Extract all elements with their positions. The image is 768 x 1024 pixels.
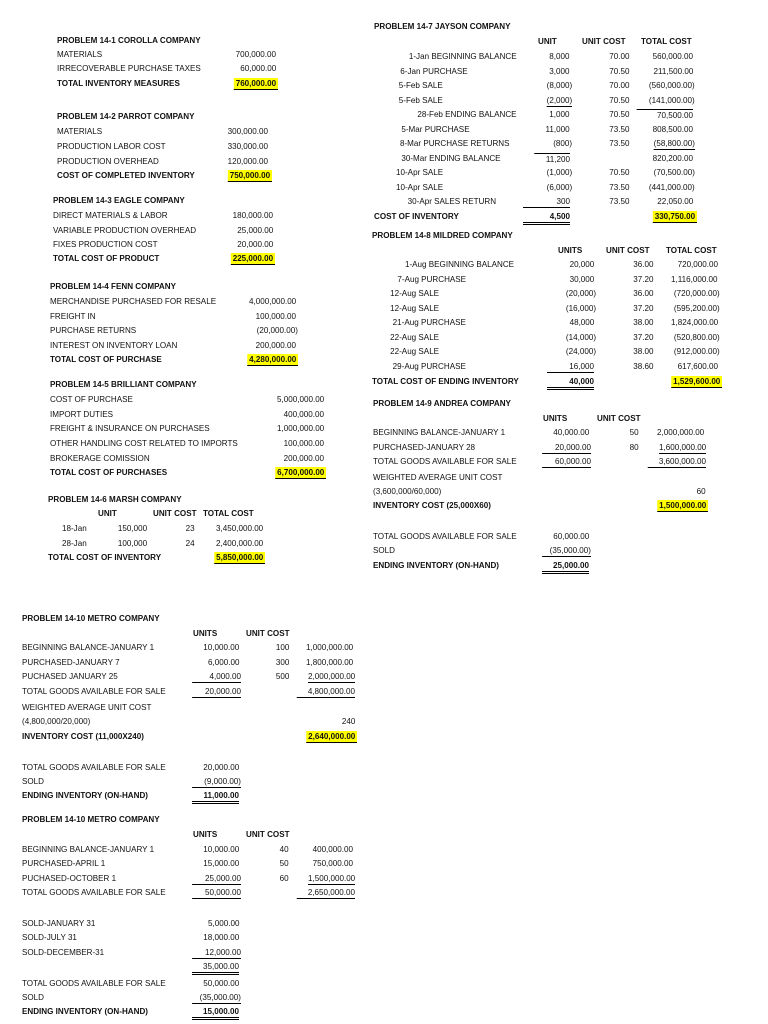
total-label: TOTAL COST OF INVENTORY bbox=[48, 552, 162, 562]
row-label: SOLD bbox=[373, 545, 396, 555]
row-label: PRODUCTION OVERHEAD bbox=[57, 156, 159, 166]
row-cost: 40 bbox=[280, 844, 289, 854]
row-unit: 48,000 bbox=[569, 317, 594, 327]
row-label: 6-Jan PURCHASE bbox=[400, 66, 468, 76]
row-label: 10-Apr SALE bbox=[395, 167, 443, 177]
row-unit: (2,000) bbox=[546, 95, 572, 105]
row-label: MERCHANDISE PURCHASED FOR RESALE bbox=[50, 296, 217, 306]
row-label: BEGINNING BALANCE-JANUARY 1 bbox=[22, 844, 155, 854]
row-unit: (24,000) bbox=[565, 346, 596, 356]
inventory-cost-value: 1,500,000.00 bbox=[658, 500, 707, 510]
row-unit: (14,000) bbox=[565, 332, 596, 342]
row-label: TOTAL GOODS AVAILABLE FOR SALE bbox=[22, 762, 166, 772]
total-value: 1,529,600.00 bbox=[672, 376, 721, 386]
total-label: COST OF COMPLETED INVENTORY bbox=[57, 170, 195, 180]
row-value: 18,000.00 bbox=[203, 932, 239, 942]
row-label: PURCHASED-JANUARY 7 bbox=[22, 657, 120, 667]
row-unit: 4,000.00 bbox=[192, 671, 241, 683]
total-units: 40,000 bbox=[547, 376, 594, 390]
row-value: 5,000.00 bbox=[207, 918, 239, 928]
row-total: (720,000.00) bbox=[674, 288, 720, 298]
row-label: 22-Aug SALE bbox=[390, 346, 439, 356]
row-unit: 16,000 bbox=[547, 361, 594, 373]
row-value: 200,000.00 bbox=[255, 340, 296, 350]
row-value: (35,000.00) bbox=[542, 545, 591, 557]
row-label: COST OF PURCHASE bbox=[50, 394, 133, 404]
column-header: UNIT bbox=[538, 36, 557, 46]
row-total: 2,400,000.00 bbox=[215, 538, 263, 548]
row-label: FIXES PRODUCTION COST bbox=[53, 239, 158, 249]
total-units: 4,500 bbox=[523, 211, 570, 225]
row-value: (9,000.00) bbox=[192, 776, 241, 788]
column-header: TOTAL COST bbox=[666, 245, 717, 255]
row-label: TOTAL GOODS AVAILABLE FOR SALE bbox=[22, 978, 166, 988]
row-total: 808,500.00 bbox=[652, 124, 693, 134]
row-label: 5-Mar PURCHASE bbox=[401, 124, 470, 134]
column-header: UNIT COST bbox=[597, 413, 641, 423]
row-total: 22,050.00 bbox=[657, 196, 693, 206]
row-cost: 300 bbox=[275, 657, 289, 667]
row-total: 70,500.00 bbox=[637, 109, 693, 121]
row-total: 2,000,000.00 bbox=[307, 671, 355, 681]
row-label: TOTAL GOODS AVAILABLE FOR SALE bbox=[373, 531, 517, 541]
row-unit: (6,000) bbox=[546, 182, 572, 192]
row-label: 28-Feb ENDING BALANCE bbox=[417, 109, 517, 119]
row-cost: 38.60 bbox=[633, 361, 654, 371]
row-cost: 60 bbox=[280, 873, 289, 883]
row-cost: 70.50 bbox=[609, 66, 630, 76]
problem-title: PROBLEM 14-4 FENN COMPANY bbox=[50, 281, 176, 291]
row-label: PUCHASED-OCTOBER 1 bbox=[22, 873, 117, 883]
row-label: 5-Feb SALE bbox=[398, 95, 443, 105]
wa-value: 60 bbox=[697, 486, 706, 496]
row-label: FREIGHT & INSURANCE ON PURCHASES bbox=[50, 423, 210, 433]
problem-title: PROBLEM 14-2 PARROT COMPANY bbox=[57, 111, 195, 121]
row-label: 8-Mar PURCHASE RETURNS bbox=[400, 138, 510, 148]
ending-inventory-label: ENDING INVENTORY (ON-HAND) bbox=[22, 1006, 148, 1016]
row-cost: 73.50 bbox=[609, 124, 630, 134]
row-label: BEGINNING BALANCE-JANUARY 1 bbox=[22, 642, 155, 652]
row-label: PUCHASED JANUARY 25 bbox=[22, 671, 118, 681]
inventory-cost-label: INVENTORY COST (11,000X240) bbox=[22, 731, 144, 741]
row-label: 21-Aug PURCHASE bbox=[392, 317, 466, 327]
row-total: 1,500,000.00 bbox=[307, 873, 355, 883]
column-header: TOTAL COST bbox=[641, 36, 692, 46]
row-unit: 20,000.00 bbox=[192, 686, 241, 698]
row-value: 20,000.00 bbox=[203, 762, 239, 772]
row-value: 700,000.00 bbox=[235, 49, 276, 59]
problem-title: PROBLEM 14-3 EAGLE COMPANY bbox=[53, 195, 185, 205]
row-total: 3,450,000.00 bbox=[215, 523, 263, 533]
row-total: 2,000,000.00 bbox=[656, 427, 704, 437]
total-value: 225,000.00 bbox=[232, 253, 274, 263]
row-label: SOLD bbox=[22, 776, 45, 786]
row-label: TOTAL GOODS AVAILABLE FOR SALE bbox=[22, 887, 166, 897]
row-unit: (20,000) bbox=[565, 288, 596, 298]
row-cost: 73.50 bbox=[609, 182, 630, 192]
row-unit: 25,000.00 bbox=[192, 873, 241, 885]
row-label: TOTAL GOODS AVAILABLE FOR SALE bbox=[373, 456, 517, 466]
row-value: 4,000,000.00 bbox=[248, 296, 296, 306]
row-cost: 500 bbox=[275, 671, 289, 681]
row-cost: 38.00 bbox=[633, 317, 654, 327]
row-value: 25,000.00 bbox=[237, 225, 273, 235]
row-label: 1-Aug BEGINNING BALANCE bbox=[404, 259, 514, 269]
row-unit: (1,000) bbox=[546, 167, 572, 177]
row-value: 50,000.00 bbox=[203, 978, 239, 988]
row-unit: 60,000.00 bbox=[542, 456, 591, 468]
row-total: (560,000.00) bbox=[649, 80, 695, 90]
row-label: PURCHASED-APRIL 1 bbox=[22, 858, 106, 868]
column-header: UNIT COST bbox=[606, 245, 650, 255]
row-unit: 150,000 bbox=[117, 523, 147, 533]
row-label: TOTAL GOODS AVAILABLE FOR SALE bbox=[22, 686, 166, 696]
total-value: 6,700,000.00 bbox=[276, 467, 325, 477]
row-total: (595,200.00) bbox=[674, 303, 720, 313]
column-header: UNIT COST bbox=[582, 36, 626, 46]
sold-total: 35,000.00 bbox=[192, 961, 239, 975]
total-label: TOTAL COST OF PURCHASE bbox=[50, 354, 162, 364]
row-cost: 23 bbox=[186, 523, 195, 533]
row-value: 60,000.00 bbox=[553, 531, 589, 541]
row-cost: 100 bbox=[275, 642, 289, 652]
row-label: PURCHASED-JANUARY 28 bbox=[373, 442, 476, 452]
row-value: 20,000.00 bbox=[237, 239, 273, 249]
row-cost: 38.00 bbox=[633, 346, 654, 356]
row-cost: 70.50 bbox=[609, 167, 630, 177]
row-label: PRODUCTION LABOR COST bbox=[57, 141, 166, 151]
problem-title: PROBLEM 14-7 JAYSON COMPANY bbox=[374, 21, 511, 31]
row-total: 1,600,000.00 bbox=[658, 442, 706, 452]
row-unit: (8,000) bbox=[546, 80, 572, 90]
wa-formula: (3,600,000/60,000) bbox=[373, 486, 442, 496]
row-value: 60,000.00 bbox=[240, 63, 276, 73]
row-value: 180,000.00 bbox=[232, 210, 273, 220]
row-label: DIRECT MATERIALS & LABOR bbox=[53, 210, 168, 220]
row-label: BROKERAGE COMISSION bbox=[50, 453, 150, 463]
row-value: 400,000.00 bbox=[283, 409, 324, 419]
row-label: 1-Jan BEGINNING BALANCE bbox=[409, 51, 517, 61]
row-unit: 30,000 bbox=[569, 274, 594, 284]
row-cost: 70.00 bbox=[609, 51, 630, 61]
column-header: UNIT COST bbox=[153, 508, 197, 518]
row-value: (35,000.00) bbox=[192, 992, 241, 1004]
row-unit: (800) bbox=[553, 138, 572, 148]
total-label: COST OF INVENTORY bbox=[374, 211, 459, 221]
row-total: 211,500.00 bbox=[653, 66, 693, 76]
row-label: OTHER HANDLING COST RELATED TO IMPORTS bbox=[50, 438, 238, 448]
row-total: 560,000.00 bbox=[652, 51, 693, 61]
total-value: 750,000.00 bbox=[229, 170, 271, 180]
row-label: BEGINNING BALANCE-JANUARY 1 bbox=[373, 427, 506, 437]
row-unit: 15,000.00 bbox=[203, 858, 239, 868]
row-unit: 11,200 bbox=[534, 153, 570, 165]
row-unit: 1,000 bbox=[549, 109, 570, 119]
row-label: FREIGHT IN bbox=[50, 311, 96, 321]
row-label: 29-Aug PURCHASE bbox=[392, 361, 466, 371]
row-label: SOLD-JANUARY 31 bbox=[22, 918, 96, 928]
row-unit: 50,000.00 bbox=[192, 887, 241, 899]
row-total: 820,200.00 bbox=[652, 153, 693, 163]
total-label: TOTAL COST OF ENDING INVENTORY bbox=[372, 376, 519, 386]
column-header: UNITS bbox=[193, 628, 218, 638]
row-label: 12-Aug SALE bbox=[390, 303, 439, 313]
wa-label: WEIGHTED AVERAGE UNIT COST bbox=[373, 472, 503, 482]
row-label: IRRECOVERABLE PURCHASE TAXES bbox=[57, 63, 201, 73]
row-total: (441,000.00) bbox=[649, 182, 695, 192]
row-label: SOLD-JULY 31 bbox=[22, 932, 77, 942]
row-label: MATERIALS bbox=[57, 49, 103, 59]
total-value: 4,280,000.00 bbox=[248, 354, 297, 364]
row-total: 3,600,000.00 bbox=[648, 456, 706, 468]
row-total: 1,824,000.00 bbox=[670, 317, 718, 327]
row-date: 18-Jan bbox=[62, 523, 87, 533]
row-cost: 37.20 bbox=[633, 274, 654, 284]
row-cost: 36.00 bbox=[633, 288, 654, 298]
problem-title: PROBLEM 14-9 ANDREA COMPANY bbox=[373, 398, 511, 408]
row-total: (58,800.00) bbox=[653, 138, 695, 148]
total-label: TOTAL COST OF PURCHASES bbox=[50, 467, 168, 477]
row-cost: 37.20 bbox=[633, 303, 654, 313]
problem-title: PROBLEM 14-5 BRILLIANT COMPANY bbox=[50, 379, 197, 389]
column-header: UNIT COST bbox=[246, 829, 290, 839]
row-value: 200,000.00 bbox=[283, 453, 324, 463]
row-unit: (16,000) bbox=[565, 303, 596, 313]
inventory-cost-label: INVENTORY COST (25,000X60) bbox=[373, 500, 491, 510]
column-header: UNIT COST bbox=[246, 628, 290, 638]
row-label: 12-Aug SALE bbox=[390, 288, 439, 298]
row-value: 100,000.00 bbox=[255, 311, 296, 321]
row-total: 750,000.00 bbox=[312, 858, 353, 868]
row-label: MATERIALS bbox=[57, 126, 103, 136]
row-label: 30-Apr SALES RETURN bbox=[407, 196, 496, 206]
column-header: UNIT bbox=[98, 508, 117, 518]
row-total: (912,000.00) bbox=[674, 346, 720, 356]
row-value: 1,000,000.00 bbox=[276, 423, 324, 433]
row-label: SOLD bbox=[22, 992, 45, 1002]
problem-title: PROBLEM 14-6 MARSH COMPANY bbox=[48, 494, 182, 504]
row-unit: 20,000.00 bbox=[542, 442, 591, 454]
row-label: SOLD-DECEMBER-31 bbox=[22, 947, 105, 957]
row-label: IMPORT DUTIES bbox=[50, 409, 113, 419]
row-unit: 11,000 bbox=[545, 124, 570, 134]
row-label: 5-Feb SALE bbox=[398, 80, 443, 90]
row-cost: 70.50 bbox=[609, 95, 630, 105]
total-value: 5,850,000.00 bbox=[215, 552, 264, 562]
row-cost: 36.00 bbox=[633, 259, 654, 269]
row-value: 330,000.00 bbox=[227, 141, 268, 151]
row-cost: 80 bbox=[630, 442, 639, 452]
row-unit: 100,000 bbox=[117, 538, 147, 548]
row-total: 1,116,000.00 bbox=[671, 274, 718, 284]
row-label: PURCHASE RETURNS bbox=[50, 325, 137, 335]
row-total: 1,000,000.00 bbox=[305, 642, 353, 652]
row-value: 300,000.00 bbox=[227, 126, 268, 136]
ending-inventory-value: 11,000.00 bbox=[192, 790, 239, 804]
row-label: VARIABLE PRODUCTION OVERHEAD bbox=[53, 225, 197, 235]
total-value: 760,000.00 bbox=[235, 78, 277, 88]
row-cost: 50 bbox=[280, 858, 289, 868]
wa-value: 240 bbox=[341, 716, 355, 726]
row-total: 1,800,000.00 bbox=[305, 657, 353, 667]
row-total: 2,650,000.00 bbox=[297, 887, 355, 899]
row-value: 120,000.00 bbox=[227, 156, 268, 166]
row-label: INTEREST ON INVENTORY LOAN bbox=[50, 340, 178, 350]
row-total: 617,600.00 bbox=[677, 361, 718, 371]
row-cost: 73.50 bbox=[609, 196, 630, 206]
row-unit: 300 bbox=[523, 196, 570, 208]
row-cost: 70.50 bbox=[609, 109, 630, 119]
wa-label: WEIGHTED AVERAGE UNIT COST bbox=[22, 702, 152, 712]
ending-inventory-label: ENDING INVENTORY (ON-HAND) bbox=[373, 560, 499, 570]
row-unit: 40,000.00 bbox=[553, 427, 589, 437]
row-unit: 3,000 bbox=[549, 66, 570, 76]
row-value: (20,000.00) bbox=[256, 325, 298, 335]
problem-title: PROBLEM 14-10 METRO COMPANY bbox=[22, 613, 160, 623]
row-cost: 37.20 bbox=[633, 332, 654, 342]
total-label: TOTAL COST OF PRODUCT bbox=[53, 253, 160, 263]
problem-title: PROBLEM 14-8 MILDRED COMPANY bbox=[372, 230, 513, 240]
column-header: UNITS bbox=[193, 829, 218, 839]
row-total: 4,800,000.00 bbox=[297, 686, 355, 698]
row-total: (70,500.00) bbox=[653, 167, 695, 177]
row-unit: 6,000.00 bbox=[207, 657, 239, 667]
column-header: UNITS bbox=[558, 245, 583, 255]
row-unit: 10,000.00 bbox=[203, 844, 239, 854]
row-unit: 8,000 bbox=[549, 51, 570, 61]
row-label: 22-Aug SALE bbox=[390, 332, 439, 342]
row-total: (141,000.00) bbox=[649, 95, 695, 105]
total-label: TOTAL INVENTORY MEASURES bbox=[57, 78, 180, 88]
ending-inventory-label: ENDING INVENTORY (ON-HAND) bbox=[22, 790, 148, 800]
column-header: TOTAL COST bbox=[203, 508, 254, 518]
row-value: 12,000.00 bbox=[192, 947, 241, 959]
problem-title: PROBLEM 14-1 COROLLA COMPANY bbox=[57, 35, 201, 45]
row-total: 720,000.00 bbox=[677, 259, 718, 269]
row-unit: 10,000.00 bbox=[203, 642, 239, 652]
ending-inventory-value: 25,000.00 bbox=[542, 560, 589, 574]
row-label: 7-Aug PURCHASE bbox=[397, 274, 466, 284]
row-cost: 50 bbox=[630, 427, 639, 437]
row-cost: 73.50 bbox=[609, 138, 630, 148]
column-header: UNITS bbox=[543, 413, 568, 423]
row-cost: 70.00 bbox=[609, 80, 630, 90]
row-label: 10-Apr SALE bbox=[395, 182, 443, 192]
row-value: 100,000.00 bbox=[283, 438, 324, 448]
total-value: 330,750.00 bbox=[654, 211, 696, 221]
problem-title: PROBLEM 14-10 METRO COMPANY bbox=[22, 814, 160, 824]
row-date: 28-Jan bbox=[62, 538, 87, 548]
row-cost: 24 bbox=[186, 538, 195, 548]
ending-inventory-value: 15,000.00 bbox=[192, 1006, 239, 1020]
row-value: 5,000,000.00 bbox=[276, 394, 324, 404]
row-total: (520,800.00) bbox=[674, 332, 720, 342]
row-total: 400,000.00 bbox=[312, 844, 353, 854]
row-unit: 20,000 bbox=[569, 259, 594, 269]
inventory-cost-value: 2,640,000.00 bbox=[307, 731, 356, 741]
wa-formula: (4,800,000/20,000) bbox=[22, 716, 91, 726]
row-label: 30-Mar ENDING BALANCE bbox=[401, 153, 501, 163]
